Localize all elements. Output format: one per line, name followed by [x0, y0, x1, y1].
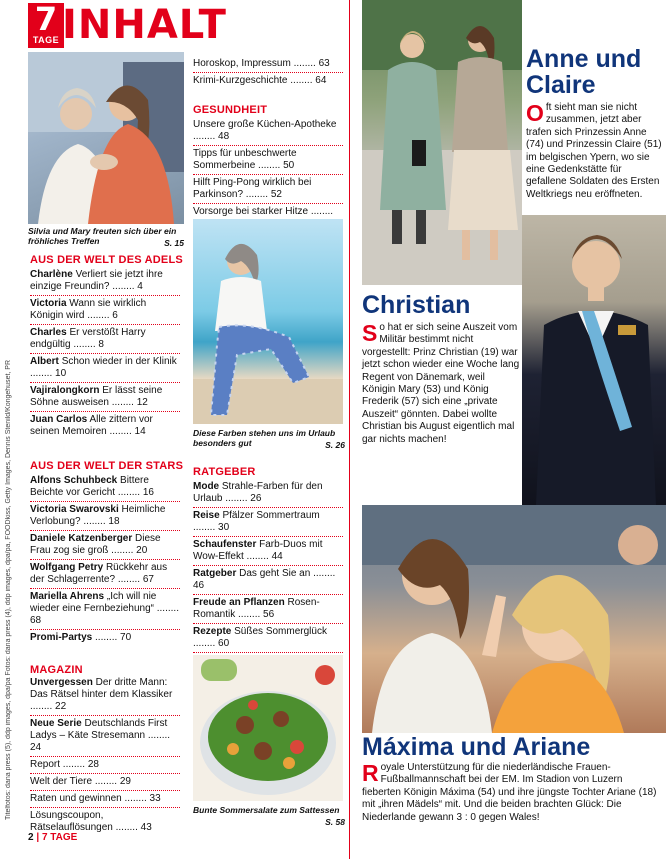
toc-entry-page: 43: [140, 822, 152, 833]
maxima-ariane-photo: [362, 505, 666, 733]
toc-entry-name: Unvergessen: [30, 677, 93, 688]
toc-entry-text: Horoskop, Impressum: [193, 58, 291, 69]
toc-entry-text: Das geht Sie an: [239, 568, 311, 579]
toc-divider: [30, 501, 180, 502]
toc-entry-page: 64: [315, 75, 327, 86]
toc-entry-leader: ........: [121, 793, 150, 804]
toc-entry-page: 28: [87, 759, 99, 770]
toc-entry[interactable]: [30, 776, 180, 788]
toc-entry[interactable]: [193, 177, 343, 201]
footer-brand: 7 TAGE: [41, 832, 78, 843]
toc-entry-text: Er lässt seine Söhne ausweisen: [30, 385, 163, 408]
toc-entry-page: 68: [30, 615, 42, 626]
toc-entry-page: 26: [250, 493, 262, 504]
toc-entry-text: Krimi-Kurzgeschichte: [193, 75, 288, 86]
toc-entry-text: Deutschlands First Ladys – Käte Stresemann: [30, 718, 168, 741]
christian-text: o hat er sich seine Auszeit vom Militär bestimmt nicht vorgestellt: Prinz Christian (19) war jetzt schon wieder eine Woche lang Regent von Dänemark, weil Königin Mary (53) und König Frederik (57) sich eine „private Auszeit“ gönnten. Dabei wollte Christian bis August eigentlich mal gar nichts machen!: [362, 322, 520, 445]
toc-divider: [30, 773, 180, 774]
toc-entry-name: Mariella Ahrens: [30, 591, 105, 602]
royals-caption-text: Silvia und Mary freuten sich über ein fröhliches Treffen: [28, 226, 177, 246]
toc-entry-leader: ........: [243, 551, 272, 562]
toc-divider: [193, 145, 343, 146]
maxima-ariane-story: [362, 762, 662, 824]
toc-entry[interactable]: [30, 414, 180, 438]
toc-entry[interactable]: [30, 327, 180, 351]
toc-entry-text: Verliert sie jetzt ihre einzige Freundin?: [30, 269, 163, 292]
toc-entry[interactable]: [30, 298, 180, 322]
toc-entry[interactable]: [30, 475, 180, 499]
toc-entry-leader: ........: [108, 545, 137, 556]
toc-entry-leader: ........: [70, 339, 99, 350]
toc-entry-page: 50: [283, 160, 295, 171]
toc-entry-leader: ........: [60, 759, 88, 770]
toc-entry-leader: ........: [310, 568, 336, 579]
toc-entry-leader: ........: [30, 701, 56, 712]
toc-entry-page: 18: [108, 516, 120, 527]
toc-divider: [193, 72, 343, 73]
toc-entry-leader: ........: [115, 574, 143, 585]
toc-entry-name: Ratgeber: [193, 568, 237, 579]
toc-entry-text: Vorsorge bei starker Hitze: [193, 206, 309, 217]
toc-entry-text: Rosen-Romantik: [193, 597, 320, 620]
toc-entry-page: 70: [120, 632, 132, 643]
beach-caption: [193, 428, 345, 450]
toc-entry-page: 44: [271, 551, 283, 562]
toc-divider: [30, 807, 180, 808]
toc-entry-text: Farb-Duos mit Wow-Effekt: [193, 539, 323, 562]
toc-entry-page: 48: [218, 131, 230, 142]
salad-caption-text: Bunte Sommersalate zum Sattessen: [193, 805, 340, 815]
toc-divider: [30, 715, 180, 716]
toc-divider: [193, 203, 343, 204]
toc-entry[interactable]: [193, 539, 343, 563]
page-number: 2: [28, 832, 34, 843]
toc-entry[interactable]: [30, 591, 180, 627]
toc-entry-page: 30: [218, 522, 230, 533]
anne-claire-headline: Anne und Claire: [526, 45, 642, 99]
toc-entry-name: Albert: [30, 356, 59, 367]
toc-entry-name: Victoria Swarovski: [30, 504, 119, 515]
toc-entry-name: Victoria: [30, 298, 67, 309]
toc-entry-page: 46: [193, 580, 205, 591]
royals-photo: [28, 52, 184, 224]
page-title: INHALT: [62, 2, 227, 48]
toc-entry-leader: ........: [287, 75, 316, 86]
toc-entry-name: Charles: [30, 327, 67, 338]
toc-entry[interactable]: [193, 510, 343, 534]
ratgeber-list: [193, 481, 343, 681]
christian-story: [362, 322, 520, 446]
toc-entry-page: 12: [136, 397, 148, 408]
toc-entry[interactable]: [193, 597, 343, 621]
beach-caption-text: Diese Farben stehen uns im Urlaub besonders gut: [193, 428, 336, 448]
toc-divider: [193, 507, 343, 508]
toc-divider: [30, 790, 180, 791]
magazin-list: [30, 677, 180, 836]
toc-entry[interactable]: [193, 481, 343, 505]
toc-divider: [30, 353, 180, 354]
toc-entry[interactable]: [30, 533, 180, 557]
toc-entry-leader: ........: [145, 730, 171, 741]
toc-entry-name: Reise: [193, 510, 220, 521]
logo-number: 7: [34, 0, 58, 38]
toc-entry[interactable]: [30, 269, 180, 293]
anne-claire-story: [526, 102, 662, 201]
christian-headline: Christian: [362, 291, 471, 319]
toc-entry-text: Report: [30, 759, 61, 770]
section-heading-adel: AUS DER WELT DES ADELS: [30, 254, 183, 266]
toc-entry-leader: ........: [30, 368, 56, 379]
toc-entry[interactable]: [30, 562, 180, 586]
toc-entry-leader: ........: [84, 310, 113, 321]
toc-divider: [193, 565, 343, 566]
toc-entry-text: Alle zittern vor seinen Memoiren: [30, 414, 153, 437]
footer-separator: |: [36, 832, 40, 843]
toc-entry[interactable]: [30, 385, 180, 409]
toc-entry-leader: ........: [92, 632, 121, 643]
toc-entry-page: 67: [142, 574, 154, 585]
page-footer: [28, 832, 77, 843]
toc-entry[interactable]: [193, 58, 343, 70]
column-divider: [349, 0, 350, 859]
toc-entry[interactable]: [30, 793, 180, 805]
maxima-ariane-headline: Máxima und Ariane: [362, 733, 591, 761]
toc-entry[interactable]: [193, 568, 343, 592]
toc-entry-text: „Ich will nie wieder eine Fernbeziehung“: [30, 591, 157, 614]
toc-divider: [30, 629, 180, 630]
toc-divider: [193, 594, 343, 595]
toc-entry-text: Süßes Sommerglück: [234, 626, 327, 637]
toc-entry-text: Schon wieder in der Klinik: [61, 356, 177, 367]
toc-entry-page: 8: [98, 339, 104, 350]
toc-entry-leader: ........: [108, 397, 137, 408]
toc-entry-name: Charlène: [30, 269, 73, 280]
beach-caption-page: S. 26: [325, 440, 345, 450]
toc-entry-leader: ........: [80, 516, 109, 527]
toc-entry-leader: ........: [109, 281, 138, 292]
toc-divider: [30, 588, 180, 589]
toc-entry-page: 52: [270, 189, 282, 200]
royals-caption-page: S. 15: [164, 238, 184, 248]
toc-entry-name: Schaufenster: [193, 539, 257, 550]
toc-entry-text: Der dritte Mann: Das Rätsel hinter dem Klassiker: [30, 677, 173, 700]
toc-divider: [30, 756, 180, 757]
toc-entry[interactable]: [30, 632, 180, 644]
toc-entry-text: Welt der Tiere: [30, 776, 93, 787]
toc-entry-name: Mode: [193, 481, 220, 492]
toc-entry-name: Neue Serie: [30, 718, 82, 729]
adel-list: [30, 269, 180, 440]
section-heading-ratgeber: RATGEBER: [193, 466, 256, 478]
beach-fashion-photo: [193, 219, 343, 424]
toc-entry-page: 33: [149, 793, 161, 804]
toc-entry[interactable]: [193, 75, 343, 87]
toc-entry-leader: ........: [193, 522, 219, 533]
maxima-ariane-text: oyale Unterstützung für die niederländische Frauen-Fußballmannschaft bei der EM. Im Stadion von Luzern fieberten Königin Máxima (54) und ihre jüngste Tochter Ariane (18) mit „ihren Mädels“ mit. Und die beiden brachten Glück: Die Niederlande gewann 3 : 0 gegen Wales!: [362, 762, 657, 823]
toc-entry-leader: ........: [308, 206, 334, 217]
toc-entry-text: Pfälzer Sommertraum: [222, 510, 320, 521]
toc-entry-leader: ........: [243, 189, 271, 200]
toc-entry[interactable]: [30, 718, 180, 754]
toc-entry-text: Er verstößt Harry endgültig: [30, 327, 146, 350]
toc-entry[interactable]: [30, 504, 180, 528]
toc-entry-page: 22: [55, 701, 67, 712]
toc-divider: [30, 382, 180, 383]
royals-caption: [28, 226, 184, 248]
section-heading-gesundheit: GESUNDHEIT: [193, 104, 268, 116]
christian-photo: [522, 215, 666, 505]
salad-caption-page: S. 58: [325, 817, 345, 827]
toc-divider: [30, 559, 180, 560]
toc-divider: [193, 623, 343, 624]
section-heading-magazin: MAGAZIN: [30, 664, 83, 676]
toc-entry-text: Heimliche Verlobung?: [30, 504, 166, 527]
logo-text: TAGE: [32, 35, 60, 45]
toc-entry-text: Unsere große Küchen-Apotheke: [193, 119, 337, 130]
toc-divider: [193, 174, 343, 175]
toc-entry-leader: ........: [255, 160, 284, 171]
magazine-logo: [28, 0, 64, 48]
toc-entry-page: 10: [55, 368, 67, 379]
toc-entry[interactable]: [193, 148, 343, 172]
toc-entry[interactable]: [193, 119, 343, 143]
toc-entry-name: Rezepte: [193, 626, 232, 637]
toc-divider: [193, 536, 343, 537]
toc-entry-leader: ........: [193, 131, 219, 142]
toc-entry[interactable]: [30, 677, 180, 713]
toc-entry[interactable]: [30, 759, 180, 771]
toc-entry-name: Vajiralongkorn: [30, 385, 100, 396]
toc-entry-text: Hilft Ping-Pong wirklich bei Parkinson?: [193, 177, 312, 200]
toc-entry-name: Alfons Schuhbeck: [30, 475, 118, 486]
salad-photo: [193, 655, 343, 801]
toc-entry-text: Strahle-Farben für den Urlaub: [193, 481, 323, 504]
toc-divider: [193, 652, 343, 653]
toc-entry-page: 14: [134, 426, 146, 437]
photo-credits: Titelfotos: dana press (5), ddp images, dpa/pa Fotos: dana press (4), ddp images, dpa/pa, FOODkiss, Getty Images, Dennis Stenild/Kongehuset, PR: [5, 359, 12, 820]
maxima-ariane-dropcap: R: [362, 760, 379, 786]
misc-list: [193, 58, 343, 89]
toc-entry-text: Rückkehr aus der Schlagerrente?: [30, 562, 168, 585]
toc-entry-leader: ........: [112, 822, 141, 833]
toc-entry-page: 24: [30, 742, 42, 753]
toc-divider: [30, 530, 180, 531]
toc-entry-leader: ........: [115, 487, 143, 498]
toc-entry-page: 4: [137, 281, 143, 292]
toc-entry-text: Raten und gewinnen: [30, 793, 122, 804]
toc-entry-name: Promi-Partys: [30, 632, 93, 643]
toc-entry-text: Lösungscoupon, Rätselauflösungen: [30, 810, 113, 833]
anne-claire-dropcap: O: [526, 100, 544, 126]
toc-entry-page: 16: [142, 487, 154, 498]
toc-entry-leader: ........: [235, 609, 264, 620]
toc-divider: [30, 324, 180, 325]
toc-entry-page: 63: [318, 58, 330, 69]
toc-entry-text: Diese Frau zog sie groß: [30, 533, 161, 556]
anne-claire-text: ft sieht man sie nicht zusammen, jetzt aber trafen sich Prinzessin Anne (74) und Prinzessin Claire (51) im belgischen Ypern, wo sie eine Gedenkstätte für gefallene Soldaten des Ersten Weltkriegs neu eröffneten.: [526, 102, 662, 200]
toc-entry-text: Wann sie wirklich Königin wird: [30, 298, 147, 321]
christian-dropcap: S: [362, 320, 378, 346]
section-heading-stars: AUS DER WELT DER STARS: [30, 460, 184, 472]
toc-entry-text: Tipps für unbeschwerte Sommerbeine: [193, 148, 297, 171]
toc-entry[interactable]: [30, 356, 180, 380]
toc-entry-name: Wolfgang Petry: [30, 562, 104, 573]
toc-divider: [30, 411, 180, 412]
anne-claire-photo: [362, 0, 522, 285]
toc-entry-leader: ........: [290, 58, 319, 69]
stars-list: [30, 475, 180, 646]
toc-entry-name: Freude an Pflanzen: [193, 597, 285, 608]
toc-entry-page: 29: [119, 776, 131, 787]
toc-entry-leader: ........: [222, 493, 251, 504]
toc-entry-name: Juan Carlos: [30, 414, 88, 425]
toc-entry-leader: ........: [153, 603, 179, 614]
toc-entry-page: 56: [263, 609, 275, 620]
toc-entry[interactable]: [30, 810, 180, 834]
gesundheit-list: [193, 119, 343, 232]
toc-entry-leader: ........: [92, 776, 120, 787]
toc-divider: [30, 295, 180, 296]
toc-entry-name: Daniele Katzenberger: [30, 533, 133, 544]
toc-entry-page: 20: [136, 545, 148, 556]
toc-entry-leader: ........: [106, 426, 135, 437]
toc-entry-page: 60: [218, 638, 230, 649]
toc-entry[interactable]: [193, 626, 343, 650]
salad-caption: [193, 805, 345, 827]
toc-entry-page: 6: [112, 310, 118, 321]
toc-entry-leader: ........: [193, 638, 219, 649]
toc-entry-text: Bittere Beichte vor Gericht: [30, 475, 149, 498]
